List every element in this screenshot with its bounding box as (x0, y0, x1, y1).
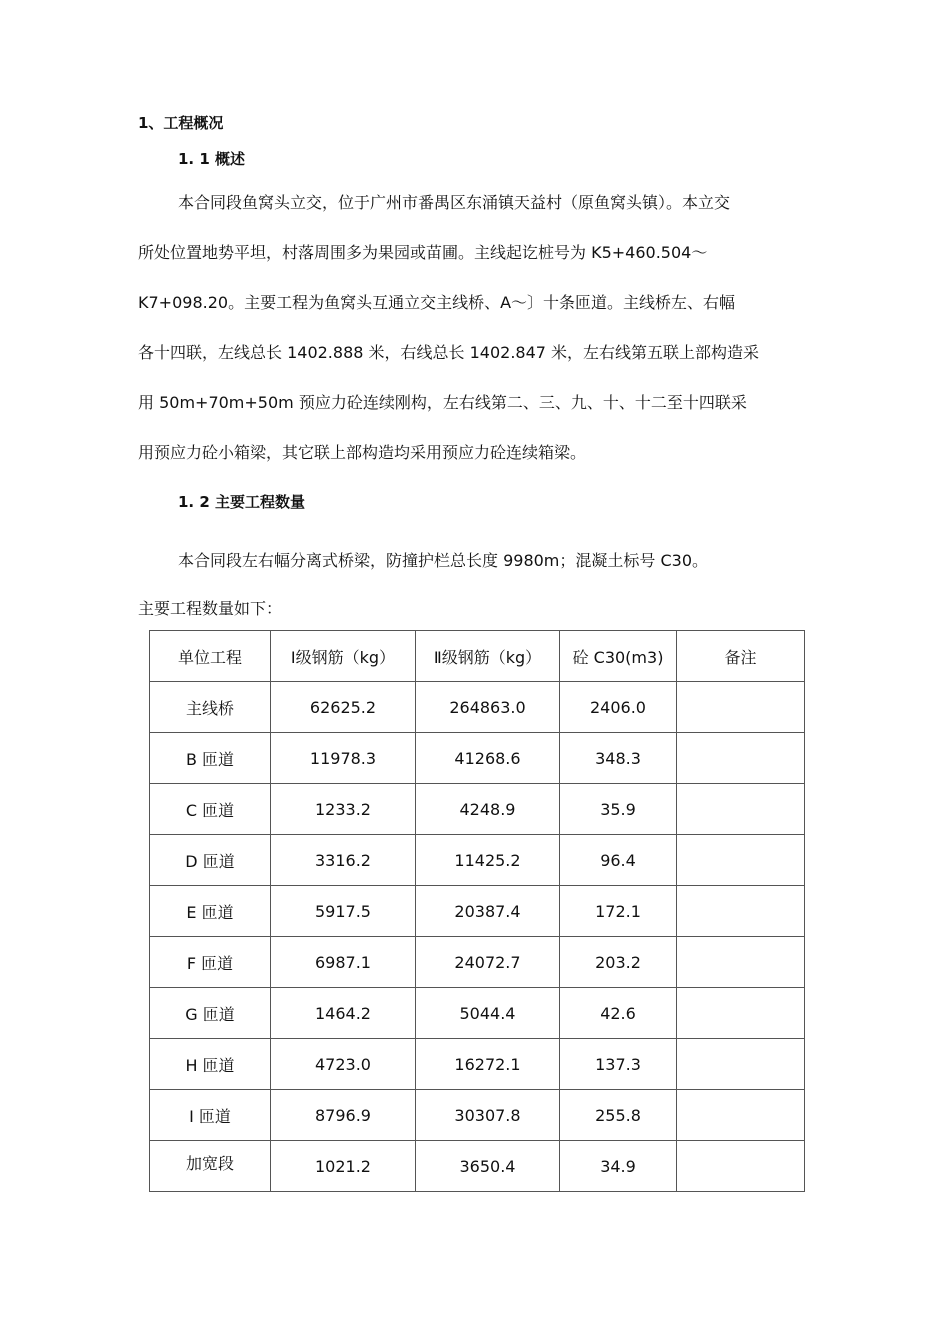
table-intro: 主要工程数量如下： (138, 599, 283, 618)
cell: 2406.0 (560, 682, 677, 733)
overview-line: 所处位置地势平坦，村落周围多为果园或苗圃。主线起讫桩号为 K5+460.504～ (138, 243, 708, 262)
cell: 41268.6 (416, 733, 560, 784)
header-cell: Ⅰ级钢筋（kg） (271, 631, 416, 682)
cell: 255.8 (560, 1090, 677, 1141)
cell (677, 1141, 805, 1192)
cell: C 匝道 (150, 784, 271, 835)
cell: F 匝道 (150, 937, 271, 988)
cell: 16272.1 (416, 1039, 560, 1090)
cell: G 匝道 (150, 988, 271, 1039)
cell: 203.2 (560, 937, 677, 988)
cell: 11425.2 (416, 835, 560, 886)
cell: 96.4 (560, 835, 677, 886)
cell: 62625.2 (271, 682, 416, 733)
heading-1-2: 1. 2 主要工程数量 (178, 493, 306, 511)
table-header-row (150, 631, 805, 682)
table-row (150, 1039, 805, 1090)
cell: 5044.4 (416, 988, 560, 1039)
cell (677, 1090, 805, 1141)
header-cell: 砼 C30(m3) (560, 631, 677, 682)
cell: 30307.8 (416, 1090, 560, 1141)
overview-line: 用 50m+70m+50m 预应力砼连续刚构，左右线第二、三、九、十、十二至十四联采 (138, 393, 747, 412)
quantity-paragraph: 本合同段左右幅分离式桥梁，防撞护栏总长度 9980m；混凝土标号 C30。 (178, 551, 709, 570)
cell: B 匝道 (150, 733, 271, 784)
cell: 1464.2 (271, 988, 416, 1039)
table-row (150, 937, 805, 988)
cell: 42.6 (560, 988, 677, 1039)
cell (677, 835, 805, 886)
table-row (150, 886, 805, 937)
quantity-table (149, 630, 805, 1192)
table-row (150, 682, 805, 733)
heading-1-1: 1. 1 概述 (178, 150, 246, 168)
cell: 1233.2 (271, 784, 416, 835)
cell: 5917.5 (271, 886, 416, 937)
cell (677, 886, 805, 937)
overview-line: K7+098.20。主要工程为鱼窝头互通立交主线桥、A～〕十条匝道。主线桥左、右幅 (138, 293, 736, 312)
header-cell: 备注 (677, 631, 805, 682)
cell: 3650.4 (416, 1141, 560, 1192)
cell: 主线桥 (150, 682, 271, 733)
cell (677, 784, 805, 835)
table-row (150, 1141, 805, 1192)
cell: D 匝道 (150, 835, 271, 886)
cell (677, 682, 805, 733)
cell: 34.9 (560, 1141, 677, 1192)
cell: H 匝道 (150, 1039, 271, 1090)
cell: 172.1 (560, 886, 677, 937)
cell: 137.3 (560, 1039, 677, 1090)
cell: 3316.2 (271, 835, 416, 886)
cell: 加宽段 (150, 1141, 271, 1192)
cell (677, 988, 805, 1039)
overview-line: 各十四联，左线总长 1402.888 米，右线总长 1402.847 米，左右线第五联上部构造采 (138, 343, 760, 362)
heading-1: 1、工程概况 (138, 114, 224, 132)
table-row (150, 1090, 805, 1141)
overview-paragraph (138, 178, 818, 478)
cell: 4248.9 (416, 784, 560, 835)
cell: I 匝道 (150, 1090, 271, 1141)
cell: 11978.3 (271, 733, 416, 784)
header-cell: Ⅱ级钢筋（kg） (416, 631, 560, 682)
table-row (150, 733, 805, 784)
cell: 1021.2 (271, 1141, 416, 1192)
overview-line: 本合同段鱼窝头立交，位于广州市番禺区东涌镇天益村（原鱼窝头镇）。本立交 (178, 193, 731, 212)
cell: 8796.9 (271, 1090, 416, 1141)
cell: E 匝道 (150, 886, 271, 937)
header-cell: 单位工程 (150, 631, 271, 682)
table-row (150, 835, 805, 886)
cell: 35.9 (560, 784, 677, 835)
cell: 20387.4 (416, 886, 560, 937)
cell (677, 937, 805, 988)
cell (677, 733, 805, 784)
overview-line: 用预应力砼小箱梁，其它联上部构造均采用预应力砼连续箱梁。 (138, 443, 587, 462)
cell: 6987.1 (271, 937, 416, 988)
cell (677, 1039, 805, 1090)
table-row (150, 784, 805, 835)
cell: 4723.0 (271, 1039, 416, 1090)
cell: 348.3 (560, 733, 677, 784)
cell: 24072.7 (416, 937, 560, 988)
table-row (150, 988, 805, 1039)
cell: 264863.0 (416, 682, 560, 733)
